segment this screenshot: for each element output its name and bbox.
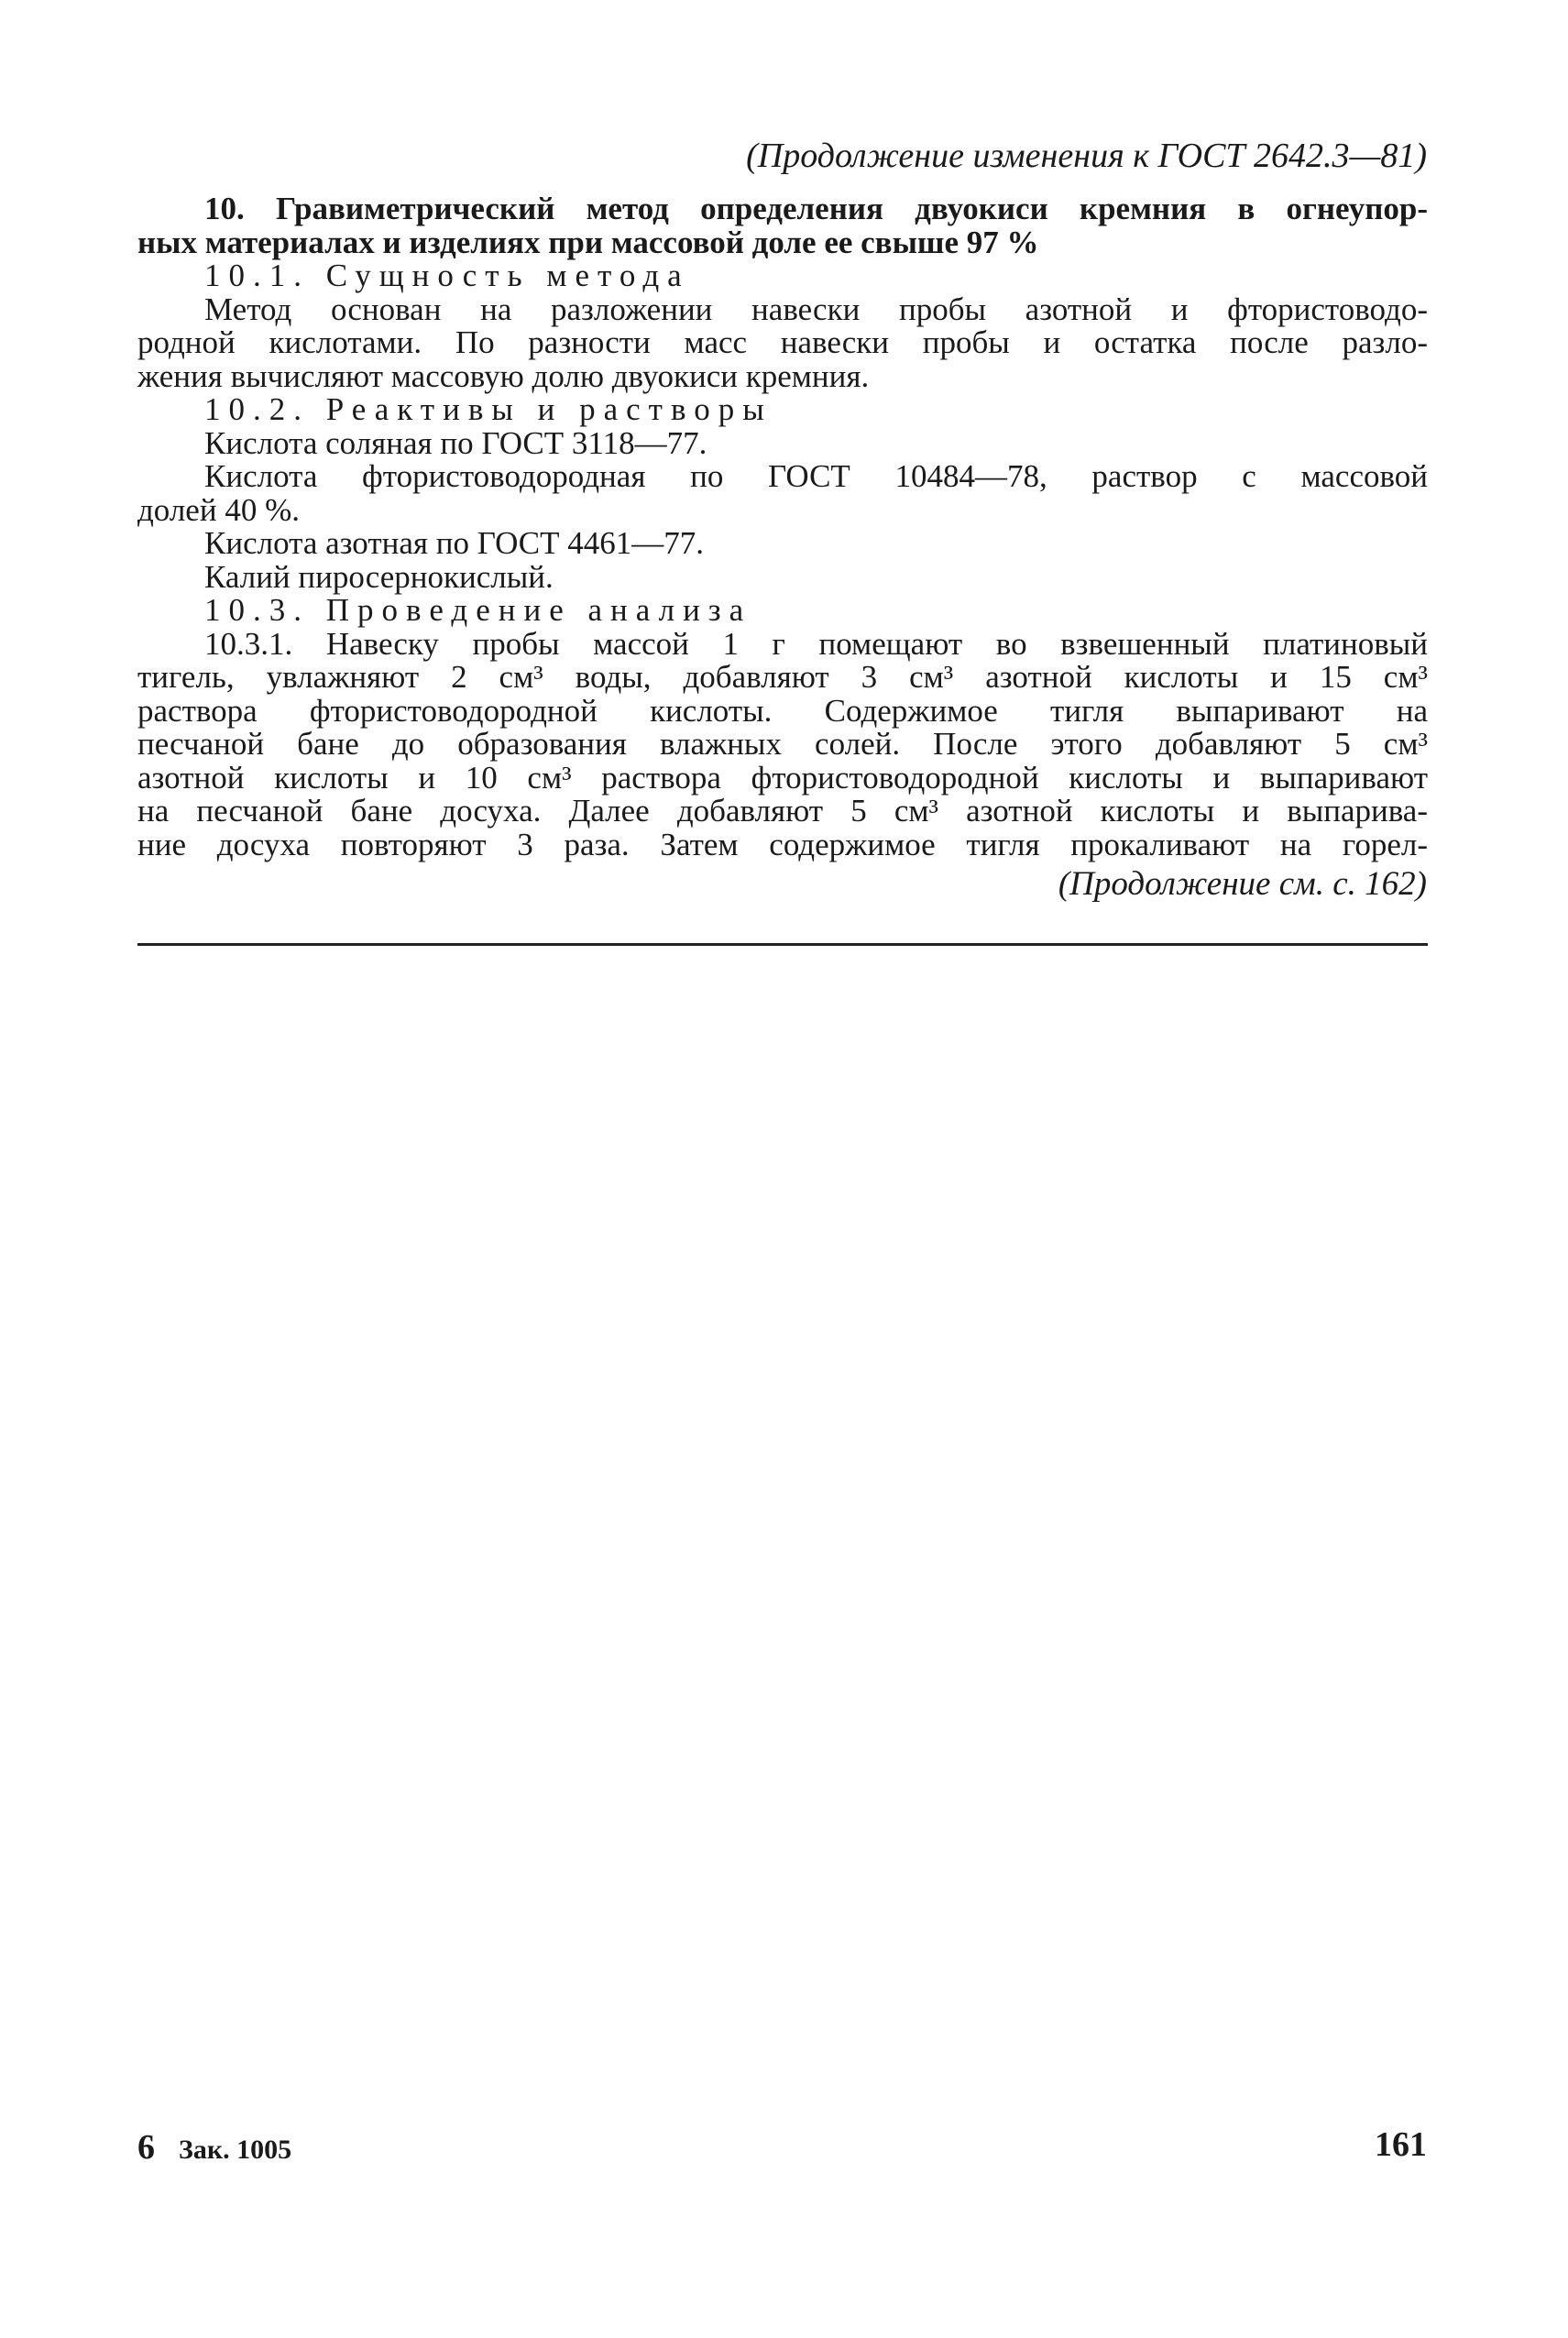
section-10-2-heading: 10.2. Реактивы и растворы (204, 391, 773, 427)
section-10-1-heading: 10.1. Сущность метода (204, 258, 690, 293)
reagent-hydrofluoric-acid-line-2: долей 40 %. (137, 491, 300, 528)
reagent-hydrofluoric-acid-line-1: Кислота фтористоводородная по ГОСТ 10484—78, раствор с массовой (204, 458, 1428, 494)
section-10-3-1-line-4: песчаной бане до образования влажных солей. После этого добавляют 5 см³ (137, 726, 1428, 762)
section-10-1-line-1: Метод основан на разложении навески пробы азотной и фтористоводо- (204, 291, 1428, 327)
section-10-3-1-line-7: ние досуха повторяют 3 раза. Затем содержимое тигля прокаливают на горел- (137, 826, 1428, 862)
section-10-3-1-line-2: тигель, увлажняют 2 см³ воды, добавляют 3 см³ азотной кислоты и 15 см³ (137, 659, 1428, 695)
signature-number: 6 (137, 2128, 155, 2167)
section-10-3-1-line-1: 10.3.1. Навеску пробы массой 1 г помещают во взвешенный платиновый (204, 625, 1428, 662)
section-10-3-1-line-5: азотной кислоты и 10 см³ раствора фтористоводородной кислоты и выпаривают (137, 759, 1428, 796)
reagent-nitric-acid: Кислота азотная по ГОСТ 4461—77. (204, 525, 704, 561)
section-10-1-line-2: родной кислотами. По разности масс навески пробы и остатка после разло- (137, 324, 1428, 360)
body-text (137, 192, 1428, 862)
reagent-potassium-pyrosulfate: Калий пиросернокислый. (204, 558, 554, 595)
section-10-title-line-1: 10. Гравиметрический метод определения двуокиси кремния в огнеупор- (204, 191, 1428, 226)
continuation-note: (Продолжение см. с. 162) (1058, 865, 1427, 903)
section-10-3-heading: 10.3. Проведение анализа (204, 592, 752, 628)
section-10-3-1-line-3: раствора фтористоводородной кислоты. Содержимое тигля выпаривают на (137, 692, 1428, 729)
section-10-title-line-2: ных материалах и изделиях при массовой доле ее свыше 97 % (137, 224, 1039, 260)
footer-left (137, 2127, 291, 2168)
page-divider (137, 943, 1428, 946)
reagent-hydrochloric-acid: Кислота соляная по ГОСТ 3118—77. (204, 424, 707, 461)
order-number: Зак. 1005 (179, 2135, 292, 2165)
section-10-3-1-line-6: на песчаной бане досуха. Далее добавляют 5 см³ азотной кислоты и выпарива- (137, 793, 1428, 829)
section-10-1-line-3: жения вычисляют массовую долю двуокиси кремния. (137, 357, 870, 394)
continuation-header: (Продолжение изменения к ГОСТ 2642.3—81) (746, 137, 1427, 175)
page-number: 161 (1375, 2125, 1427, 2164)
